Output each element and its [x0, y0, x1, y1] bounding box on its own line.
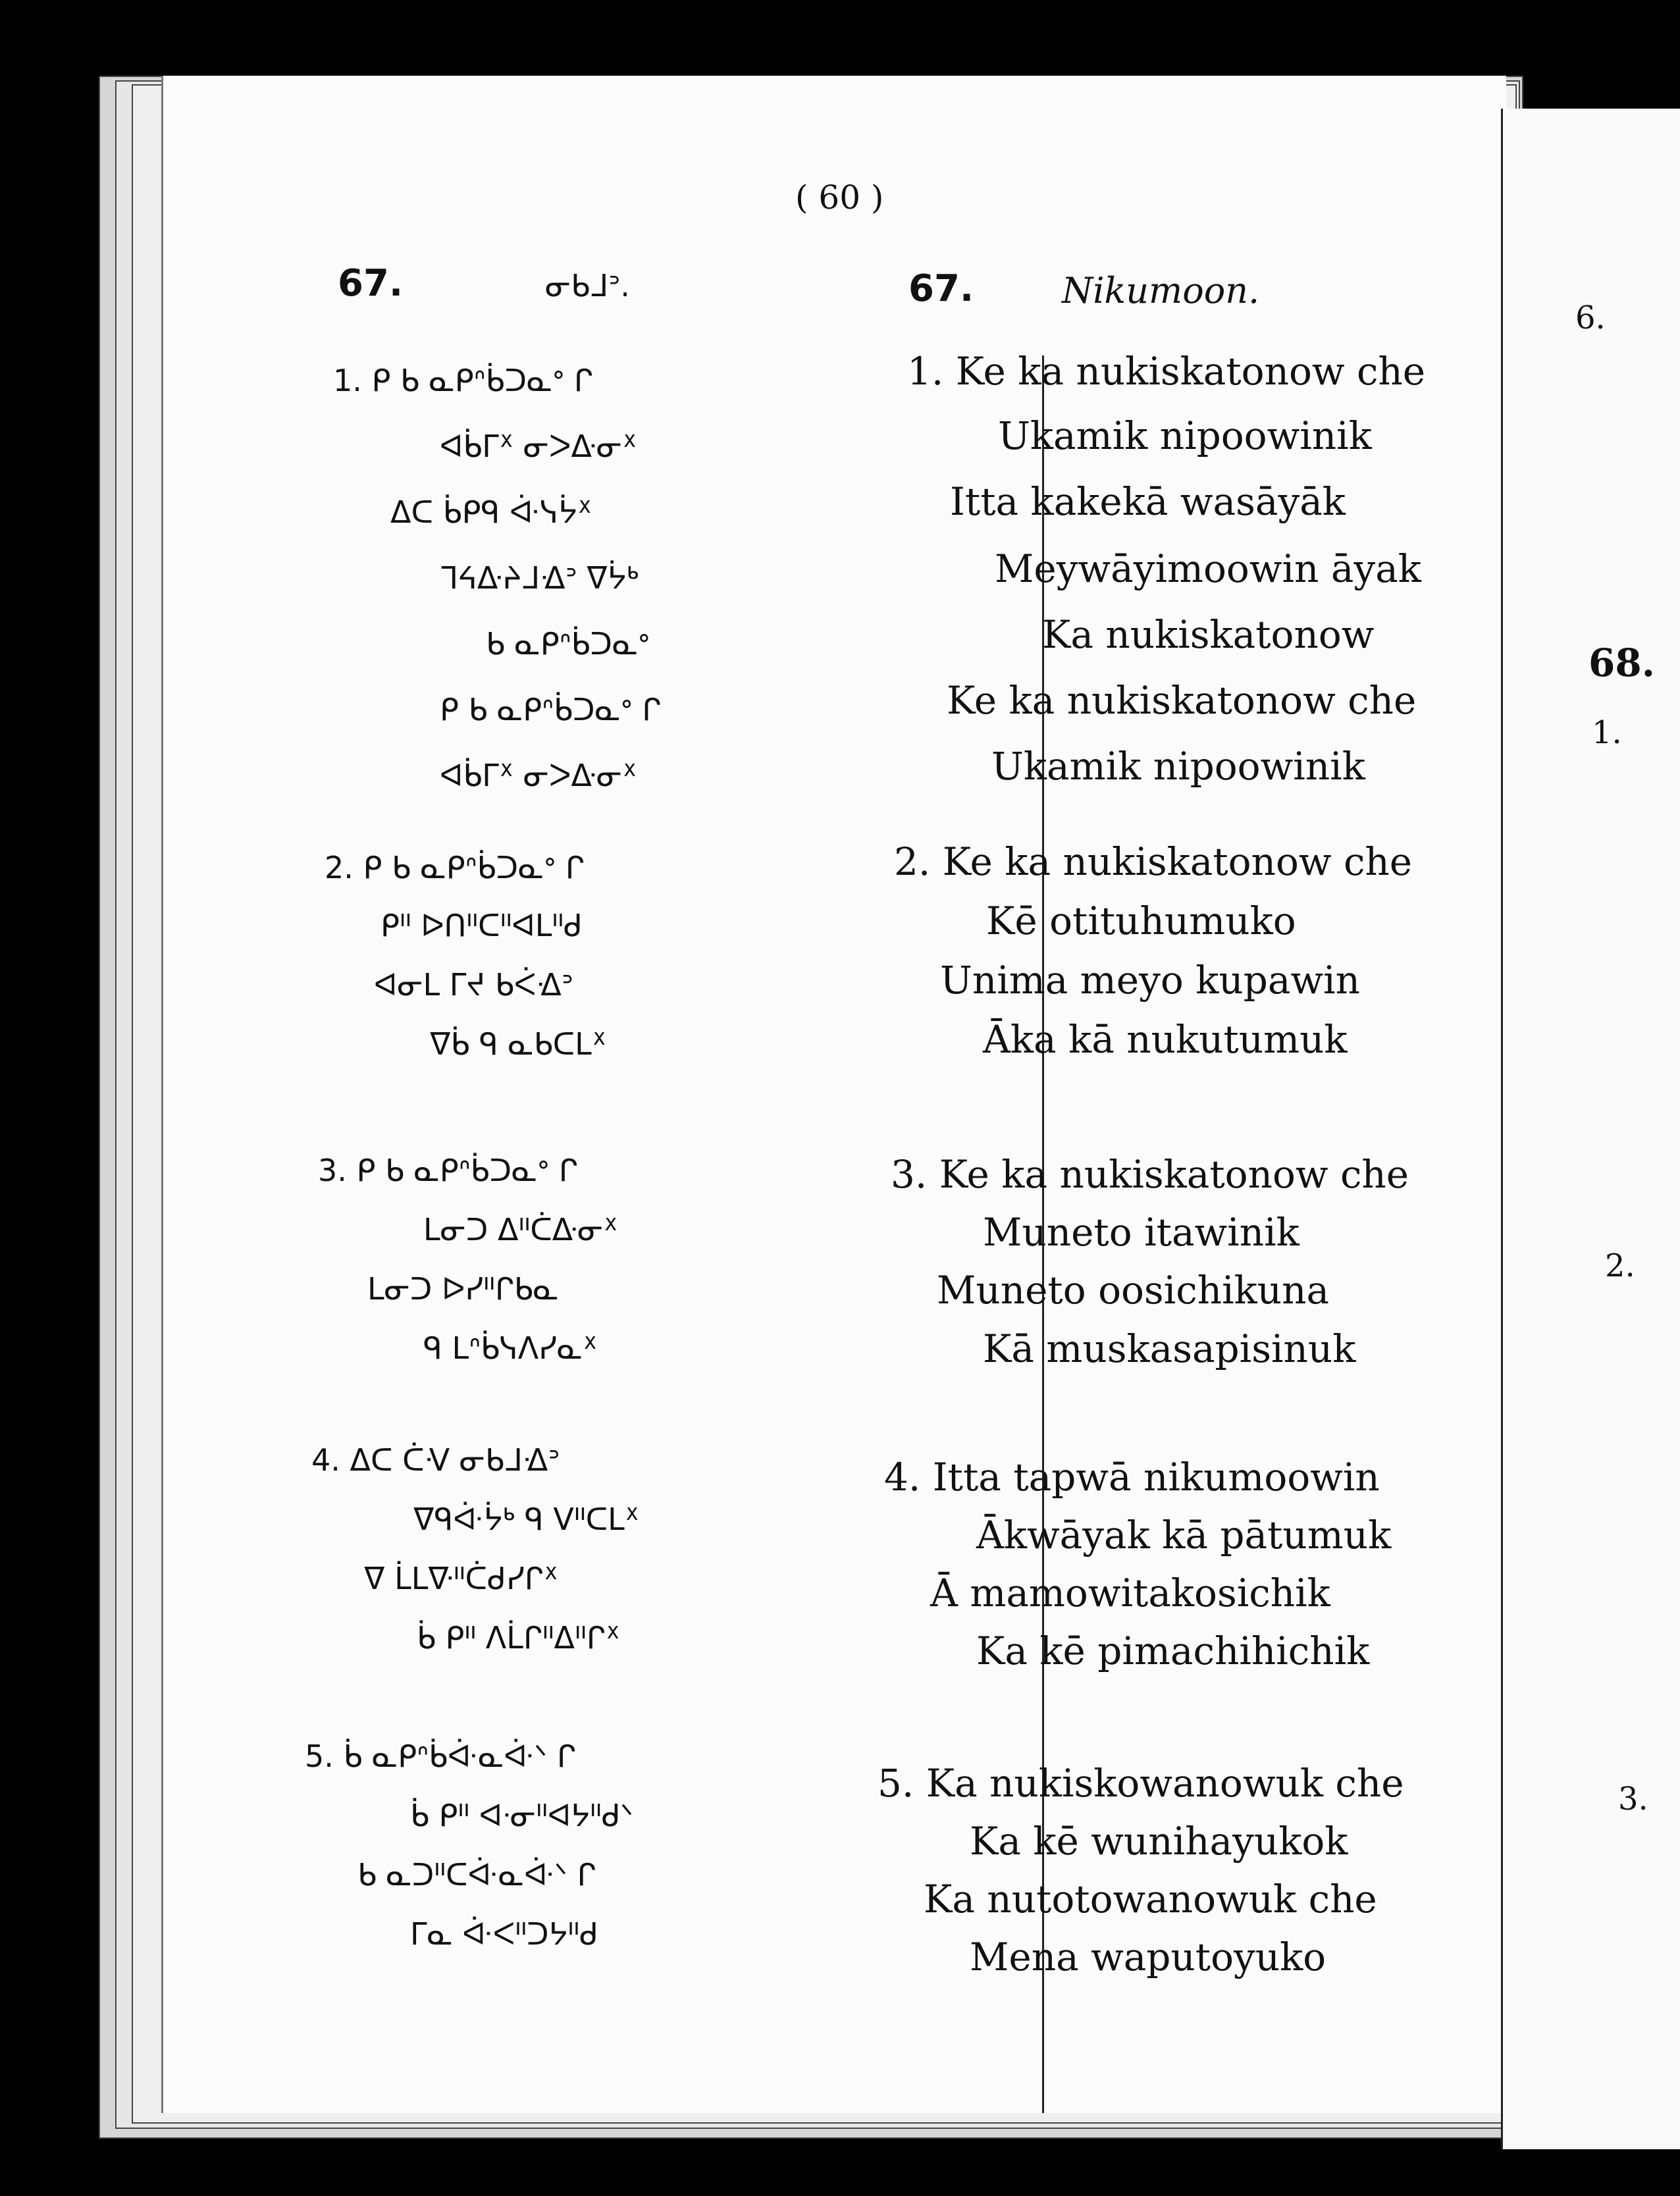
verse-line: ᐁ ᒫᒪᐍᐦᑖᑯᓯᒋᕽ: [364, 1561, 558, 1596]
verse-line: ᐁᑫᐚᔮᒃ ᑫ ᐯᐦᑕᒪᕽ: [413, 1502, 640, 1537]
verse-line: Muneto itawinik: [983, 1210, 1299, 1255]
verse-line: ᐊᓂᒪ ᒥᔪ ᑲᐹᐎᐣ: [374, 967, 573, 1003]
verse-line: Muneto oosichikuna: [937, 1268, 1330, 1313]
hymn-number: 67.: [908, 267, 974, 310]
hymn-title: ᓂᑲᒧᐣ.: [545, 268, 630, 303]
verse-line: ᐃᑕ ᑳᑭᑫ ᐚᓭᔮᕽ: [390, 494, 592, 530]
verse-line: ᑭ ᑲ ᓇᑭᐢᑳᑐᓇᐤ ᒋ: [440, 692, 662, 727]
verse-line: ᒥᓇ ᐚᐸᐦᑐᔭᐦᑯ: [410, 1916, 599, 1952]
verse-line: 5. Ka nukiskowanowuk che: [878, 1761, 1404, 1806]
verse-line: Kē otituhumuko: [986, 899, 1296, 943]
verse-line: Ke ka nukiskatonow che: [947, 678, 1417, 723]
verse-line: ᑳ ᑭᐦ ᐱᒫᒋᐦᐃᐦᒋᕽ: [417, 1620, 620, 1656]
facing-page: [1501, 109, 1680, 2149]
verse-line: ᑳ ᑭᐦ ᐊᐧᓂᐦᐊᔭᐦᑯᐠ: [410, 1798, 634, 1833]
verse-line: ᑭᐦ ᐅᑎᐦᑕᐦᐊᒪᐦᑯ: [381, 908, 583, 943]
book-page: [161, 76, 1506, 2113]
verse-line: 3. ᑭ ᑲ ᓇᑭᐢᑳᑐᓇᐤ ᒋ: [318, 1153, 578, 1188]
page-number: ( 60 ): [795, 178, 884, 217]
facing-page-marker: 2.: [1605, 1247, 1635, 1284]
verse-line: ᐊᑳᒥᕽ ᓂᐳᐏᓂᕽ: [440, 758, 637, 793]
verse-line: ᑲ ᓇᑐᐦᑕᐚᓇᐚᐠ ᒋ: [357, 1857, 596, 1893]
verse-line: Ā mamowitakosichik: [930, 1571, 1330, 1615]
verse-line: Ākwāyak kā pātumuk: [976, 1513, 1392, 1557]
verse-line: 1. ᑭ ᑲ ᓇᑭᐢᑳᑐᓇᐤ ᒋ: [333, 363, 593, 398]
verse-line: Unima meyo kupawin: [940, 958, 1360, 1003]
verse-line: ᑲ ᓇᑭᐢᑳᑐᓇᐤ: [486, 626, 650, 662]
verse-line: Meywāyimoowin āyak: [995, 546, 1421, 591]
verse-line: 4. Itta tapwā nikumoowin: [884, 1455, 1380, 1500]
verse-line: 4. ᐃᑕ ᑖᐺ ᓂᑲᒧᐎᐣ: [311, 1442, 560, 1478]
verse-line: Mena waputoyuko: [970, 1935, 1326, 1979]
verse-line: 1. Ke ka nukiskatonow che: [907, 349, 1426, 394]
verse-line: Ukamik nipoowinik: [998, 413, 1372, 458]
verse-line: Ka kē pimachihichik: [976, 1629, 1370, 1673]
verse-line: 5. ᑳ ᓇᑭᐢᑳᐚᓇᐚᐠ ᒋ: [305, 1738, 576, 1774]
verse-line: ᒣᔦᐏᔨᒧᐎᐣ ᐁᔮᒃ: [440, 560, 639, 596]
facing-page-marker: 68.: [1588, 640, 1655, 685]
verse-line: ᐁᑳ ᑫ ᓇᑲᑕᒪᕽ: [430, 1026, 607, 1062]
verse-line: 2. ᑭ ᑲ ᓇᑭᐢᑳᑐᓇᐤ ᒋ: [325, 850, 585, 885]
verse-line: ᐊᑳᒥᕽ ᓂᐳᐏᓂᕽ: [440, 429, 637, 464]
verse-line: Ka nutotowanowuk che: [924, 1877, 1377, 1922]
verse-line: ᑫ ᒪᐢᑳᓭᐱᓯᓇᕽ: [423, 1330, 598, 1366]
facing-page-marker: 1.: [1592, 714, 1622, 751]
hymn-title: Nikumoon.: [1062, 270, 1260, 311]
verse-line: ᒪᓂᑐ ᐃᐦᑖᐏᓂᕽ: [423, 1212, 618, 1247]
verse-line: Ka nukiskatonow: [1042, 612, 1375, 657]
hymn-number: 67.: [338, 262, 404, 305]
verse-line: Itta kakekā wasāyāk: [950, 479, 1346, 524]
verse-line: ᒪᓂᑐ ᐅᓯᐦᒋᑲᓇ: [367, 1271, 559, 1307]
facing-page-marker: 6.: [1575, 300, 1606, 336]
facing-page-marker: 3.: [1618, 1781, 1648, 1817]
verse-line: Ukamik nipoowinik: [991, 744, 1365, 789]
verse-line: 2. Ke ka nukiskatonow che: [894, 839, 1413, 884]
verse-line: Ka kē wunihayukok: [970, 1819, 1348, 1864]
verse-line: Kā muskasapisinuk: [983, 1326, 1356, 1371]
verse-line: Āka kā nukutumuk: [983, 1017, 1348, 1062]
verse-line: 3. Ke ka nukiskatonow che: [891, 1152, 1409, 1197]
